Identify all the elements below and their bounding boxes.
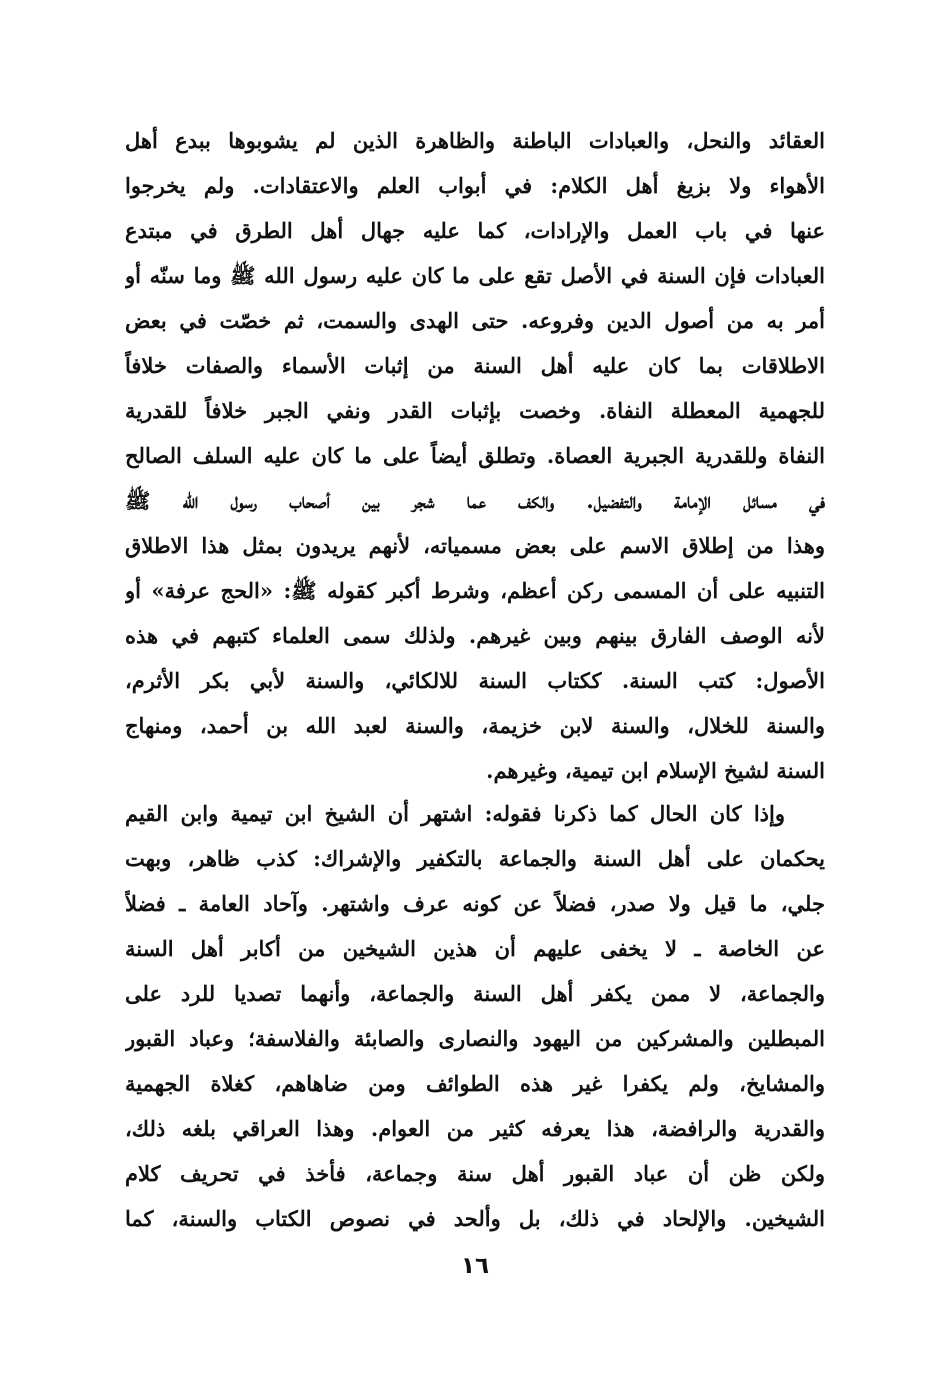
text-line: والقدرية والرافضة، هذا يعرفه كثير من العوام. وهذا العراقي بلغه ذلك، xyxy=(125,1116,825,1141)
text-line: وإذا كان الحال كما ذكرنا فقوله: اشتهر أن الشيخ ابن تيمية وابن القيم xyxy=(125,801,785,826)
text-line: السنة لشيخ الإسلام ابن تيمية، وغيرهم. xyxy=(486,758,825,783)
text-line: في مسائل الإمامة والتفضيل. والكف عما شجر بين أصحاب رسول الله ﷺ xyxy=(125,488,825,513)
text-line: لأنه الوصف الفارق بينهم وبين غيرهم. ولذلك سمى العلماء كتبهم في هذه xyxy=(125,623,825,648)
text-line: جلي، ما قيل ولا صدر، فضلاً عن كونه عرف واشتهر. وآحاد العامة ـ فضلاً xyxy=(125,891,825,916)
paragraph-2 xyxy=(125,791,825,1241)
paragraph-1 xyxy=(125,118,825,793)
text-line: للجهمية المعطلة النفاة. وخصت بإثبات القدر ونفي الجبر خلافاً للقدرية xyxy=(125,398,825,423)
text-line: الاطلاقات بما كان عليه أهل السنة من إثبات الأسماء والصفات خلافاً xyxy=(125,353,825,378)
text-line: العقائد والنحل، والعبادات الباطنة والظاهرة الذين لم يشوبوها ببدع أهل xyxy=(125,128,825,153)
text-line: النفاة وللقدرية الجبرية العصاة. وتطلق أيضاً على ما كان عليه السلف الصالح xyxy=(125,443,825,468)
page-number: ١٦ xyxy=(460,1253,490,1279)
text-line: والمشايخ، ولم يكفرا غير هذه الطوائف ومن ضاهاهم، كغلاة الجهمية xyxy=(125,1071,825,1096)
text-line: يحكمان على أهل السنة والجماعة بالتكفير والإشراك: كذب ظاهر، وبهت xyxy=(125,846,825,871)
text-line: المبطلين والمشركين من اليهود والنصارى والصابئة والفلاسفة؛ وعباد القبور xyxy=(125,1026,825,1051)
text-line: الأهواء ولا بزيغ أهل الكلام: في أبواب العلم والاعتقادات. ولم يخرجوا xyxy=(125,173,825,198)
text-line: أمر به من أصول الدين وفروعه. حتى الهدى والسمت، ثم خصّت في بعض xyxy=(125,308,825,333)
text-line: التنبيه على أن المسمى ركن أعظم، وشرط أكبر كقوله ﷺ: «الحج عرفة» أو xyxy=(125,578,825,603)
text-line: وهذا من إطلاق الاسم على بعض مسمياته، لأنهم يريدون بمثل هذا الاطلاق xyxy=(125,533,825,558)
text-line: ولكن ظن أن عباد القبور أهل سنة وجماعة، فأخذ في تحريف كلام xyxy=(125,1161,825,1186)
text-line: الأصول: كتب السنة. ككتاب السنة للالكائي، والسنة لأبي بكر الأثرم، xyxy=(125,668,825,693)
text-line: عنها في باب العمل والإرادات، كما عليه جهال أهل الطرق في مبتدع xyxy=(125,218,825,243)
text-line: الشيخين. والإلحاد في ذلك، بل وألحد في نصوص الكتاب والسنة، كما xyxy=(125,1206,825,1231)
text-line: العبادات فإن السنة في الأصل تقع على ما كان عليه رسول الله ﷺ وما سنّه أو xyxy=(125,263,825,288)
text-line: والجماعة، لا ممن يكفر أهل السنة والجماعة، وأنهما تصديا للرد على xyxy=(125,981,825,1006)
text-line: عن الخاصة ـ لا يخفى عليهم أن هذين الشيخين من أكابر أهل السنة xyxy=(125,936,825,961)
text-line: والسنة للخلال، والسنة لابن خزيمة، والسنة لعبد الله بن أحمد، ومنهاج xyxy=(125,713,825,738)
